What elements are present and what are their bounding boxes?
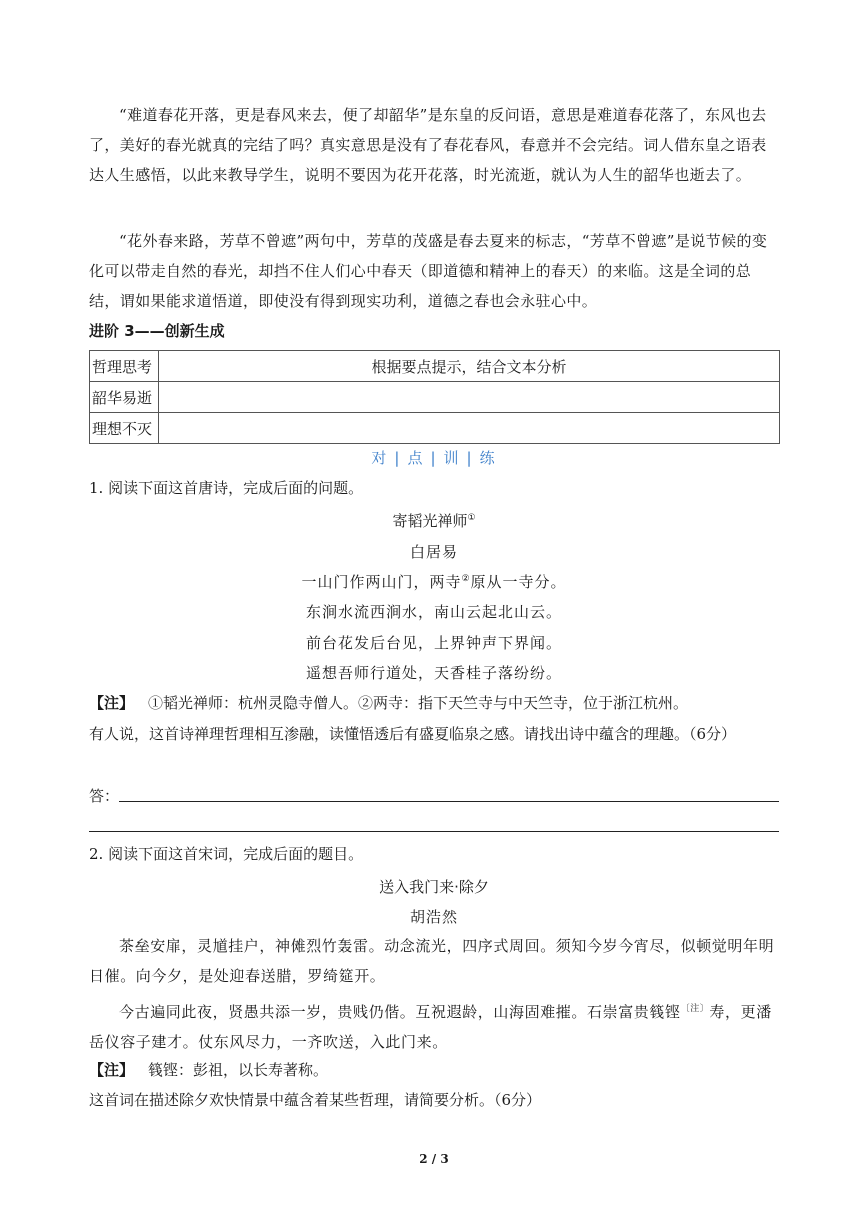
question-2-text: 这首词在描述除夕欢快情景中蕴含着某些哲理，请简要分析。（6分）	[89, 1091, 542, 1109]
training-char: 练	[479, 449, 497, 467]
poem-1-line-1	[0, 571, 868, 592]
poem-2-stanza-2	[89, 994, 779, 1057]
answer-line[interactable]	[89, 831, 779, 832]
poem-1-line-1-part-a: 一山门作两山门，两寺	[301, 573, 462, 591]
table-row	[90, 351, 780, 382]
training-banner	[0, 447, 868, 468]
table-cell-label: 理想不灭	[90, 413, 159, 444]
poem-2-author: 胡浩然	[409, 908, 458, 926]
poem-1-title-footnote-mark: ①	[467, 513, 476, 523]
poem-1-line-1-part-b: 原从一寺分。	[470, 573, 567, 591]
poem-2-stanza-1: 茶垒安扉，灵馗挂户，神傩烈竹轰雷。动念流光，四序式周回。须知今岁今宵尽，似顿觉明年明日催。向今夕，是处迎春送腊，罗绮筵开。	[89, 937, 775, 985]
answer-line[interactable]	[119, 801, 779, 802]
poem-1-line-2: 东涧水流西涧水，南山云起北山云。	[305, 603, 562, 621]
table-row	[90, 413, 780, 444]
training-char: 点	[407, 449, 425, 467]
question-1-text: 有人说，这首诗禅理哲理相互渗融，读懂悟透后有盛夏临泉之感。请找出诗中蕴含的理趣。（6分）	[89, 725, 737, 743]
section-heading: 进阶 3——创新生成	[89, 322, 225, 340]
poem-1-line-3: 前台花发后台见，上界钟声下界闻。	[305, 634, 562, 652]
poem-2-note	[89, 1055, 328, 1085]
note-text: ①韬光禅师：杭州灵隐寺僧人。②两寺：指下天竺寺与中天竺寺，位于浙江杭州。	[148, 694, 689, 712]
table-cell-label: 哲理思考	[90, 351, 159, 382]
question-2-prompt: 2. 阅读下面这首宋词，完成后面的题目。	[89, 845, 364, 863]
training-separator: |	[430, 449, 438, 467]
table-cell-content: 根据要点提示，结合文本分析	[159, 351, 780, 382]
poem-2-footnote-mark: 〔注〕	[680, 1004, 710, 1014]
poem-1-line-4: 遥想吾师行道处，天香桂子落纷纷。	[305, 664, 562, 682]
analysis-paragraph-1: “难道春花开落，更是春风来去，便了却韶华”是东皇的反问语，意思是难道春花落了，东风也去了，美好的春光就真的完结了吗？真实意思是没有了春花春风，春意并不会完结。词人借东皇之语表达人生感悟，以此来教导学生，说明不要因为花开花落，时光流逝，就认为人生的韶华也逝去了。	[89, 106, 767, 184]
poem-2-stanza-2-part-a: 今古遍同此夜，贤愚共添一岁，贵贱仍偕。互祝遐龄，山海固难摧。石崇富贵篯铿	[119, 1003, 681, 1021]
analysis-table	[89, 350, 780, 444]
page-number: 2 / 3	[419, 1152, 449, 1166]
table-cell-label: 韶华易逝	[90, 382, 159, 413]
poem-1-title	[0, 510, 868, 531]
table-cell-content	[159, 382, 780, 413]
poem-2-stanza-2-part-b: 寿，更潘岳仪容子建才。仗东风尽力，一齐吹送，入此门来。	[89, 1003, 772, 1051]
training-char: 训	[443, 449, 461, 467]
poem-1-note	[89, 688, 688, 718]
table-cell-content	[159, 413, 780, 444]
answer-label: 答：	[89, 787, 120, 805]
analysis-paragraph-2: “花外春来路，芳草不曾遮”两句中，芳草的茂盛是春去夏来的标志，“芳草不曾遮”是说节候的变化可以带走自然的春光，却挡不住人们心中春天（即道德和精神上的春天）的来临。这是全词的总结，谓如果能求道悟道，即使没有得到现实功利，道德之春也会永驻心中。	[89, 232, 768, 310]
note-label: 【注】	[89, 694, 135, 712]
note-text: 篯铿：彭祖，以长寿著称。	[148, 1061, 329, 1079]
poem-1-author: 白居易	[409, 543, 458, 561]
question-1-prompt: 1. 阅读下面这首唐诗，完成后面的问题。	[89, 479, 364, 497]
poem-2-title: 送入我门来·除夕	[379, 878, 489, 896]
poem-1-title-text: 寄韬光禅师	[392, 512, 468, 530]
poem-1-line-1-footnote-mark: ②	[461, 574, 471, 584]
training-separator: |	[394, 449, 402, 467]
training-separator: |	[466, 449, 474, 467]
table-row	[90, 382, 780, 413]
training-char: 对	[371, 449, 389, 467]
note-label: 【注】	[89, 1061, 135, 1079]
